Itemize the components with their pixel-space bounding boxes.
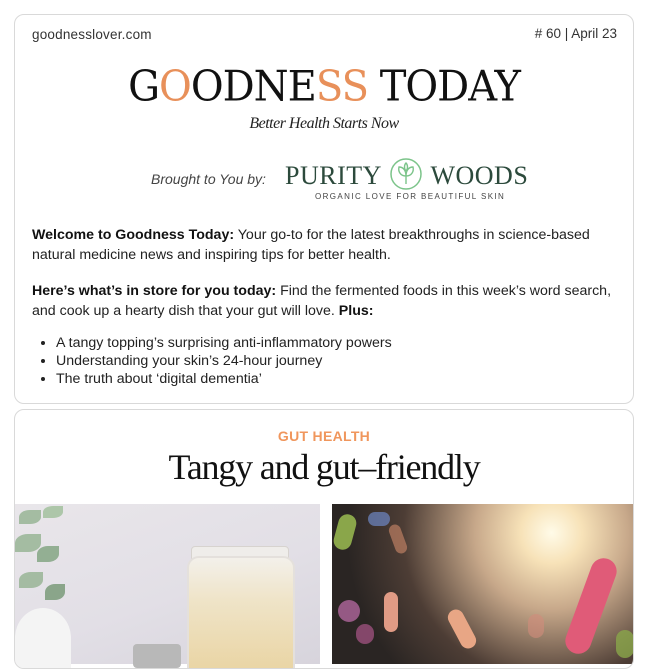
list-item: • A tangy topping’s surprising anti-inflammatory powers [56,334,392,352]
brand-name-left: PURITY [285,161,381,190]
highlights-list [40,334,392,388]
issue-info: # 60 | April 23 [534,26,617,41]
instore-bold: Here’s what’s in store for you today: [32,283,277,299]
gut-bacteria-illustration[interactable] [332,504,634,664]
welcome-paragraph [32,225,622,265]
welcome-text: Your go-to for the latest breakthroughs in science-based natural medicine news and inspiring tips for better health. [32,227,590,263]
list-item: • The truth about ‘digital dementia’ [56,370,392,388]
jar [187,556,295,669]
welcome-bold: Welcome to Goodness Today: [32,227,235,243]
brand-tagline: ORGANIC LOVE FOR BEAUTIFUL SKIN [315,192,506,201]
newsletter-header-card [14,14,634,404]
section-title: Tangy and gut–friendly [168,447,480,487]
sauerkraut-jar-photo[interactable] [15,504,320,664]
tagline: Better Health Starts Now [249,115,399,132]
section-category: GUT HEALTH [277,428,371,444]
site-link[interactable]: goodnesslover.com [32,27,152,42]
brand-name-right: WOODS [430,161,529,190]
sponsor-label: Brought to You by: [151,171,266,187]
masthead-logo: GOODNESS TODAY [128,62,520,112]
sponsor-block [15,152,633,202]
plus-bold: Plus: [338,303,374,319]
leaf-circle-icon [390,158,422,190]
list-item: • Understanding your skin’s 24-hour journey [56,352,392,370]
intro-text [32,225,622,337]
instore-text: Find the fermented foods in this week’s word search, and cook up a hearty dish that your gut will love. [32,283,612,319]
gut-health-section-card [14,409,634,669]
sponsor-logo-link[interactable] [285,158,528,191]
instore-paragraph [32,281,622,321]
vase [15,608,71,668]
